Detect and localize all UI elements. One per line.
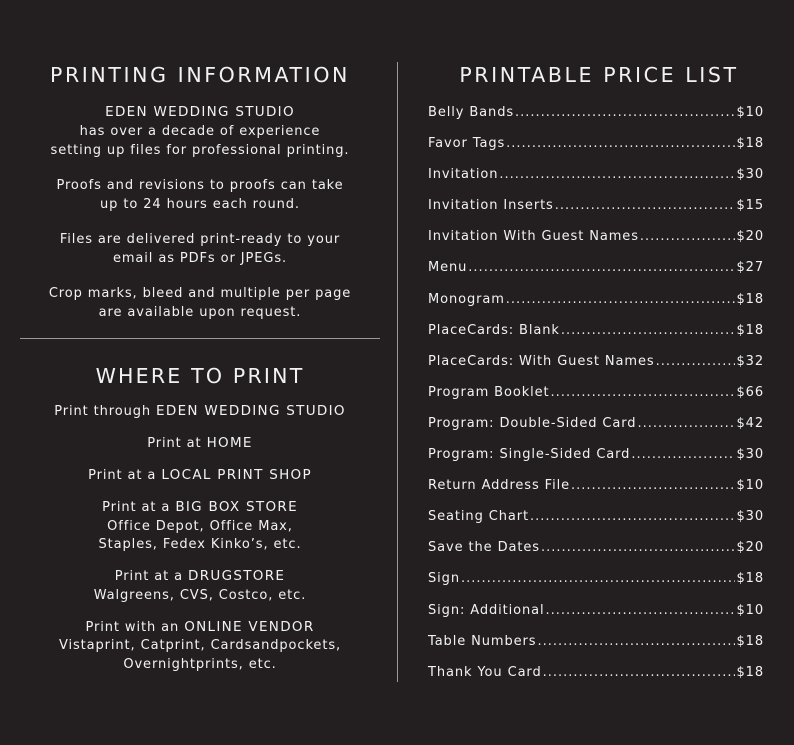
price-item-name: Invitation Inserts [428, 198, 554, 214]
price-item-price: $18 [736, 664, 764, 680]
price-item-name: Menu [428, 260, 468, 276]
price-item-name: PlaceCards: With Guest Names [428, 353, 655, 369]
price-item-name: Program: Single-Sided Card [428, 447, 631, 463]
price-item-price: $32 [736, 353, 764, 369]
where-to-print-item [20, 498, 380, 555]
price-item-name: Sign [428, 571, 460, 587]
price-row [428, 509, 764, 540]
where-option-name: DRUGSTORE [188, 568, 286, 584]
info-paragraph-proofs [20, 176, 380, 214]
dot-leader [640, 229, 736, 244]
price-row [428, 634, 764, 665]
price-item-price: $18 [736, 136, 764, 152]
info-line: Crop marks, bleed and multiple per page [48, 286, 352, 301]
price-row [428, 229, 764, 260]
price-item-price: $15 [736, 198, 764, 214]
price-item-price: $18 [736, 571, 764, 587]
price-item-name: Table Numbers [428, 633, 537, 649]
printing-info-title: PRINTING INFORMATION [49, 63, 350, 87]
where-option-detail: Staples, Fedex Kinko’s, etc. [98, 537, 302, 552]
dot-leader [637, 416, 735, 431]
price-row [428, 354, 764, 385]
where-option-detail: Vistaprint, Catprint, Cardsandpockets, [58, 638, 342, 653]
where-option-detail: Walgreens, CVS, Costco, etc. [93, 587, 307, 603]
where-option-detail: Overnightprints, etc. [123, 656, 277, 672]
where-to-print-list [20, 402, 380, 674]
where-option-prefix: Print at [147, 436, 207, 451]
price-item-price: $10 [736, 602, 764, 618]
info-line: up to 24 hours each round. [100, 197, 300, 212]
dot-leader [537, 634, 735, 649]
where-option-line [20, 618, 380, 638]
price-row [428, 167, 764, 198]
price-item-name: Invitation With Guest Names [428, 229, 639, 245]
price-item-price: $10 [736, 478, 764, 494]
dot-leader [555, 198, 736, 213]
studio-intro [20, 103, 380, 160]
where-option-prefix: Print at a [102, 500, 176, 515]
price-row [428, 385, 764, 416]
price-row [428, 260, 764, 291]
dot-leader [461, 571, 736, 586]
where-to-print-item [20, 618, 380, 675]
where-option-prefix: Print at a [114, 569, 189, 584]
price-item-price: $10 [736, 105, 764, 120]
dot-leader [468, 260, 735, 275]
where-option-detail: Office Depot, Office Max, [107, 518, 293, 534]
dot-leader [506, 136, 735, 151]
price-row [428, 478, 764, 509]
dot-leader [551, 385, 736, 400]
price-list-title: PRINTABLE PRICE LIST [459, 63, 739, 87]
price-item-name: Thank You Card [428, 664, 542, 680]
dot-leader [499, 167, 735, 182]
dot-leader [530, 509, 736, 524]
price-row [428, 136, 764, 167]
price-item-name: Seating Chart [428, 509, 529, 525]
price-item-name: Save the Dates [428, 540, 540, 556]
where-to-print-title: WHERE TO PRINT [95, 364, 305, 388]
dot-leader [515, 105, 735, 120]
price-item-name: Sign: Additional [428, 602, 545, 618]
price-item-name: Belly Bands [428, 105, 515, 120]
price-item-price: $30 [736, 509, 764, 525]
price-row [428, 665, 764, 696]
info-line: are available upon request. [98, 305, 302, 320]
price-item-price: $66 [736, 384, 764, 400]
where-option-name: EDEN WEDDING STUDIO [156, 403, 346, 419]
where-option-prefix: Print with an [85, 619, 185, 635]
info-line: Proofs and revisions to proofs can take [56, 178, 344, 193]
where-to-print-item [20, 434, 380, 454]
price-row [428, 323, 764, 354]
printing-info-column [20, 58, 380, 687]
price-item-name: Program Booklet [428, 384, 550, 400]
column-divider [397, 62, 398, 682]
where-to-print-item [20, 402, 380, 422]
dot-leader [506, 292, 736, 307]
where-option-name: ONLINE VENDOR [184, 618, 315, 635]
price-item-price: $30 [736, 447, 764, 463]
price-item-name: Invitation [428, 167, 499, 183]
info-line: Files are delivered print-ready to your [59, 232, 341, 247]
price-row [428, 416, 764, 447]
where-option-line [20, 434, 380, 454]
intro-line: has over a decade of experience [79, 124, 321, 139]
price-list [428, 105, 764, 696]
where-option-line [20, 402, 380, 422]
price-row [428, 571, 764, 602]
price-item-price: $27 [736, 260, 764, 276]
where-option-line [20, 498, 380, 518]
where-option-line [20, 466, 380, 486]
price-item-price: $30 [736, 167, 764, 183]
where-option-name: LOCAL PRINT SHOP [161, 467, 312, 483]
price-item-name: Favor Tags [428, 136, 506, 152]
info-paragraph-crop [20, 284, 380, 322]
price-item-price: $18 [736, 322, 764, 338]
dot-leader [561, 323, 736, 338]
price-row [428, 105, 764, 136]
info-line: email as PDFs or JPEGs. [112, 251, 288, 266]
price-item-price: $42 [736, 415, 764, 431]
price-item-price: $20 [736, 540, 764, 556]
where-option-prefix: Print through [54, 404, 157, 419]
price-item-name: PlaceCards: Blank [428, 322, 560, 338]
price-item-name: Monogram [428, 291, 505, 307]
dot-leader [571, 478, 735, 493]
dot-leader [656, 354, 736, 369]
intro-line: setting up files for professional printing. [50, 143, 350, 158]
dot-leader [631, 447, 735, 462]
where-to-print-item [20, 466, 380, 486]
price-row [428, 540, 764, 571]
dot-leader [546, 603, 736, 618]
where-option-line [20, 567, 380, 587]
price-row [428, 292, 764, 323]
price-row [428, 603, 764, 634]
price-item-name: Program: Double-Sided Card [428, 415, 637, 431]
where-option-prefix: Print at a [88, 468, 162, 483]
price-row [428, 447, 764, 478]
section-divider [20, 338, 380, 339]
price-row [428, 198, 764, 229]
price-item-price: $18 [736, 291, 764, 307]
printing-info-body [20, 103, 380, 322]
info-paragraph-files [20, 230, 380, 268]
where-option-name: HOME [206, 435, 253, 451]
price-list-column [428, 58, 764, 696]
studio-name: EDEN WEDDING STUDIO [105, 104, 295, 120]
where-to-print-item [20, 567, 380, 605]
dot-leader [543, 665, 736, 680]
dot-leader [541, 540, 736, 555]
price-item-price: $20 [736, 229, 764, 245]
price-item-name: Return Address File [428, 478, 571, 494]
price-item-price: $18 [736, 633, 764, 649]
where-option-name: BIG BOX STORE [175, 499, 298, 515]
